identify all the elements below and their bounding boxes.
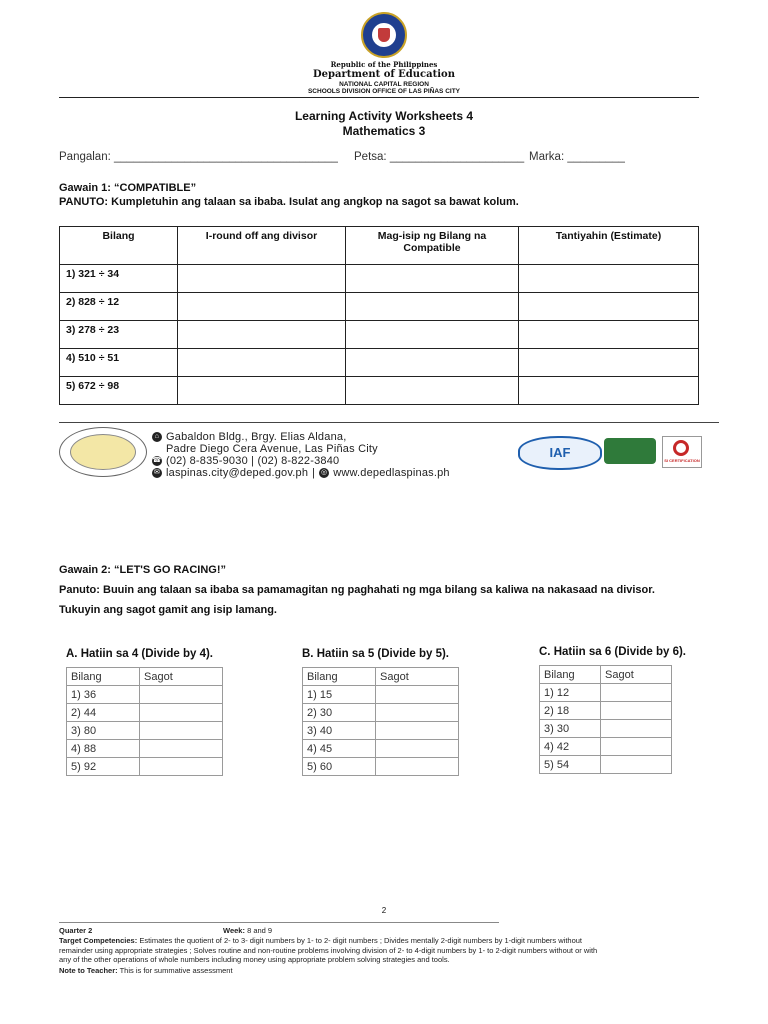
- list-item: 4) 42: [540, 738, 601, 756]
- answer-cell[interactable]: [376, 740, 459, 758]
- answer-cell-estimate[interactable]: [519, 293, 699, 321]
- footer-band-divider: [59, 422, 719, 423]
- note-to-teacher: Note to Teacher: This is for summative assessment: [59, 966, 233, 975]
- col-header-estimate: Tantiyahin (Estimate): [519, 227, 699, 265]
- phone-icon: ☎: [152, 457, 162, 465]
- answer-cell-compatible[interactable]: [346, 377, 519, 405]
- answer-cell[interactable]: [140, 740, 223, 758]
- name-blank[interactable]: ___________________________________: [114, 151, 338, 163]
- page-number: 2: [381, 906, 387, 915]
- date-blank[interactable]: _____________________: [389, 151, 525, 163]
- header-department: Department of Education: [313, 69, 455, 80]
- answer-cell[interactable]: [140, 722, 223, 740]
- table-b-header-sagot: Sagot: [376, 668, 459, 686]
- table-c-title: C. Hatiin sa 6 (Divide by 6).: [539, 646, 686, 658]
- answer-cell[interactable]: [601, 684, 672, 702]
- answer-cell-compatible[interactable]: [346, 349, 519, 377]
- answer-cell-estimate[interactable]: [519, 321, 699, 349]
- row-problem: 1) 321 ÷ 34: [60, 265, 178, 293]
- worksheet-title: Learning Activity Worksheets 4: [294, 109, 474, 123]
- email-icon: ✉: [153, 469, 161, 477]
- table-c-header-bilang: Bilang: [540, 666, 601, 684]
- answer-cell-compatible[interactable]: [346, 293, 519, 321]
- table-a-header-sagot: Sagot: [140, 668, 223, 686]
- list-item: 3) 30: [540, 720, 601, 738]
- table-row: [60, 349, 699, 377]
- answer-cell-round[interactable]: [178, 321, 346, 349]
- footer-divider: [59, 922, 499, 923]
- table-row: [60, 377, 699, 405]
- row-problem: 4) 510 ÷ 51: [60, 349, 178, 377]
- answer-cell-estimate[interactable]: [519, 265, 699, 293]
- address-line2: Padre Diego Cera Avenue, Las Piñas City: [166, 443, 378, 455]
- answer-cell[interactable]: [140, 704, 223, 722]
- activity2-instructions-1: Panuto: Buuin ang talaan sa ibaba sa pamamagitan ng paghahati ng mga bilang sa kaliwa na nakasaad na divisor.: [59, 584, 655, 596]
- deped-seal-logo: [361, 12, 407, 58]
- row-problem: 3) 278 ÷ 23: [60, 321, 178, 349]
- list-item: 1) 15: [303, 686, 376, 704]
- activity1-instructions: PANUTO: Kumpletuhin ang talaan sa ibaba. Isulat ang angkop na sagot sa bawat kolum.: [59, 196, 519, 208]
- activity1-header-row: [60, 227, 699, 265]
- table-row: [60, 293, 699, 321]
- row-problem: 5) 672 ÷ 98: [60, 377, 178, 405]
- date-field[interactable]: [354, 151, 524, 163]
- answer-cell-round[interactable]: [178, 265, 346, 293]
- answer-cell-compatible[interactable]: [346, 321, 519, 349]
- answer-cell[interactable]: [376, 758, 459, 776]
- table-a-header-bilang: Bilang: [67, 668, 140, 686]
- contact-block: [152, 431, 450, 479]
- phone-line: ☎ (02) 8-835-9030 | (02) 8-822-3840: [152, 455, 340, 467]
- answer-cell[interactable]: [376, 704, 459, 722]
- list-item: 5) 92: [67, 758, 140, 776]
- score-field[interactable]: [529, 151, 625, 163]
- name-field[interactable]: [59, 151, 338, 163]
- table-a-title: A. Hatiin sa 4 (Divide by 4).: [66, 648, 213, 660]
- table-b-header-bilang: Bilang: [303, 668, 376, 686]
- answer-cell[interactable]: [140, 686, 223, 704]
- list-item: 5) 60: [303, 758, 376, 776]
- answer-cell[interactable]: [376, 686, 459, 704]
- list-item: 3) 40: [303, 722, 376, 740]
- target-competencies: Target Competencies: Estimates the quotient of 2- to 3- digit numbers by 1- to 2- digit numbers ; Divides mentally 2-digit numbers by 1-digit numbers without remainder using appropriate strategies ; Solves routine and non-routine problems involving division of 2- to 4-digit numbers by 1- to 2-digit numbers without or with any of the other operations of whole numbers including money using appropriate problem solving strategies and tools.: [59, 936, 598, 964]
- table-c-header-sagot: Sagot: [601, 666, 672, 684]
- answer-cell-round[interactable]: [178, 293, 346, 321]
- score-blank[interactable]: _________: [567, 151, 625, 163]
- header-division: SCHOOLS DIVISION OFFICE OF LAS PIÑAS CITY: [307, 88, 461, 95]
- answer-cell[interactable]: [601, 702, 672, 720]
- answer-cell[interactable]: [601, 756, 672, 774]
- list-item: 5) 54: [540, 756, 601, 774]
- name-label: Pangalan:: [59, 151, 111, 163]
- activity1-heading: Gawain 1: “COMPATIBLE”: [59, 182, 197, 194]
- activity1-table: [59, 226, 699, 405]
- list-item: 1) 36: [67, 686, 140, 704]
- sdo-las-pinas-logo: [59, 427, 147, 477]
- list-item: 1) 12: [540, 684, 601, 702]
- table-b: [302, 667, 459, 776]
- answer-cell[interactable]: [601, 720, 672, 738]
- list-item: 4) 45: [303, 740, 376, 758]
- date-label: Petsa:: [354, 151, 387, 163]
- table-c: [539, 665, 672, 774]
- activity2-instructions-2: Tukuyin ang sagot gamit ang isip lamang.: [59, 604, 277, 616]
- col-header-compatible: Mag-isip ng Bilang na Compatible: [346, 227, 519, 265]
- col-header-bilang: Bilang: [60, 227, 178, 265]
- web-icon: ◎: [321, 469, 328, 477]
- answer-cell[interactable]: [376, 722, 459, 740]
- list-item: 2) 18: [540, 702, 601, 720]
- table-row: [60, 265, 699, 293]
- activity2-heading: Gawain 2: “LET'S GO RACING!”: [59, 564, 227, 576]
- list-item: 4) 88: [67, 740, 140, 758]
- header-region: NATIONAL CAPITAL REGION: [339, 81, 429, 88]
- list-item: 2) 30: [303, 704, 376, 722]
- green-cert-logo: [604, 438, 656, 464]
- table-a: [66, 667, 223, 776]
- row-problem: 2) 828 ÷ 12: [60, 293, 178, 321]
- table-row: [60, 321, 699, 349]
- col-header-round-off: I-round off ang divisor: [178, 227, 346, 265]
- answer-cell[interactable]: [601, 738, 672, 756]
- score-label: Marka:: [529, 151, 565, 163]
- worksheet-subject: Mathematics 3: [342, 124, 426, 138]
- list-item: 3) 80: [67, 722, 140, 740]
- answer-cell-estimate[interactable]: [519, 349, 699, 377]
- email-web-line: ✉ laspinas.city@deped.gov.ph | ◎ www.depedlaspinas.ph: [153, 467, 450, 479]
- quarter-label: Quarter 2: [59, 926, 93, 935]
- location-icon: ⌂: [152, 432, 162, 442]
- table-b-title: B. Hatiin sa 5 (Divide by 5).: [302, 648, 449, 660]
- answer-cell-round[interactable]: [178, 377, 346, 405]
- header-divider: [59, 97, 699, 98]
- list-item: 2) 44: [67, 704, 140, 722]
- header-republic: Republic of the Philippines: [330, 60, 438, 69]
- answer-cell-compatible[interactable]: [346, 265, 519, 293]
- address-line1: ⌂ Gabaldon Bldg., Brgy. Elias Aldana,: [152, 431, 450, 443]
- answer-cell-round[interactable]: [178, 349, 346, 377]
- iaf-logo: IAF: [518, 436, 602, 470]
- week-info: Week: 8 and 9: [223, 926, 273, 935]
- answer-cell-estimate[interactable]: [519, 377, 699, 405]
- answer-cell[interactable]: [140, 758, 223, 776]
- si-certification-logo: SI CERTIFICATION: [662, 436, 702, 468]
